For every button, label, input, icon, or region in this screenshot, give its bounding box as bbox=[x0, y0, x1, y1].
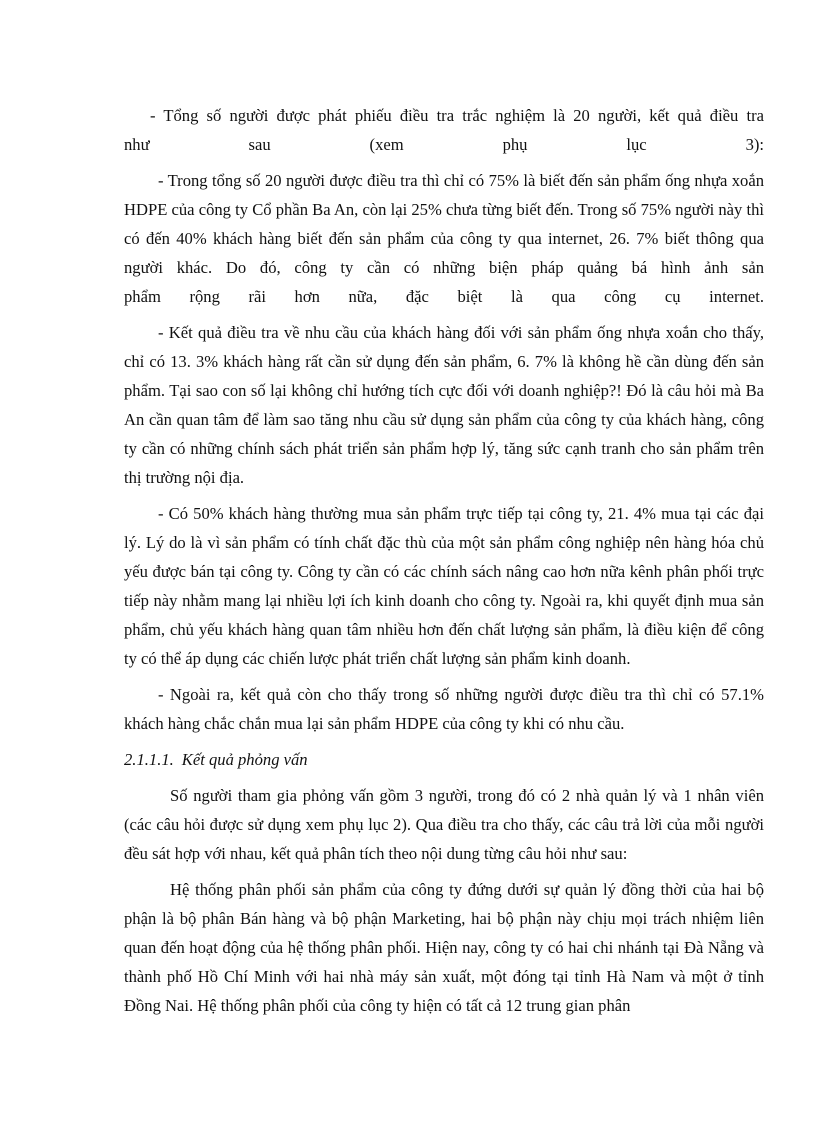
paragraph-text: - Trong tổng số 20 người được điều tra thì chỉ có 75% là biết đến sản phẩm ống nhựa xoắn HDPE của công ty Cổ phần Ba An, còn lại 25% chưa từng biết đến. Trong số 75% người này thì có đến 40% khách hàng biết đến sản phẩm của công ty qua internet, 26. 7% biết thông qua người khác. Do đó, công ty cần có những biện pháp quảng bá hình ảnh sản bbox=[124, 171, 764, 277]
section-heading bbox=[124, 745, 764, 774]
paragraph-line: - Tổng số người được phát phiếu điều tra trắc nghiệm là 20 người, kết quả điều tra bbox=[150, 106, 764, 125]
paragraph-line: như sau (xem phụ lục 3): bbox=[124, 135, 764, 154]
section-number: 2.1.1.1. bbox=[124, 750, 174, 769]
paragraph-repurchase: - Ngoài ra, kết quả còn cho thấy trong số những người được điều tra thì chỉ có 57.1% khách hàng chắc chắn mua lại sản phẩm HDPE của công ty khi có nhu cầu. bbox=[124, 685, 764, 733]
paragraph-interview: Số người tham gia phỏng vấn gồm 3 người, trong đó có 2 nhà quản lý và 1 nhân viên (các câu hỏi được sử dụng xem phụ lục 2). Qua điều tra cho thấy, các câu trả lời của mỗi người đều sát hợp với nhau, kết quả phân tích theo nội dung từng câu hỏi như sau: bbox=[124, 786, 764, 863]
paragraph-survey-total bbox=[124, 101, 764, 159]
section-title: Kết quả phỏng vấn bbox=[181, 750, 308, 769]
paragraph-distribution: Hệ thống phân phối sản phẩm của công ty đứng dưới sự quản lý đồng thời của hai bộ phận là bộ phân Bán hàng và bộ phận Marketing, hai bộ phận này chịu mọi trách nhiệm liên quan đến hoạt động của hệ thống phân phối. Hiện nay, công ty có hai chi nhánh tại Đà Nẵng và thành phố Hồ Chí Minh với hai nhà máy sản xuất, một đóng tại tỉnh Hà Nam và một ở tỉnh Đồng Nai. Hệ thống phân phối của công ty hiện có tất cả 12 trung gian phân bbox=[124, 880, 764, 1015]
paragraph-purchase-channel: - Có 50% khách hàng thường mua sản phẩm trực tiếp tại công ty, 21. 4% mua tại các đại lý. Lý do là vì sản phẩm có tính chất đặc thù của một sản phẩm công nghiệp nên hàng hóa chủ yếu được bán tại công ty. Công ty cần có các chính sách nâng cao hơn nữa kênh phân phối trực tiếp này nhằm mang lại nhiều lợi ích kinh doanh cho công ty. Ngoài ra, khi quyết định mua sản phẩm, chủ yếu khách hàng quan tâm nhiều hơn đến chất lượng sản phẩm, là điều kiện để công ty có thể áp dụng các chiến lược phát triển chất lượng sản phẩm kinh doanh. bbox=[124, 504, 764, 668]
paragraph-awareness bbox=[124, 166, 764, 311]
paragraph-demand: - Kết quả điều tra về nhu cầu của khách hàng đối với sản phẩm ống nhựa xoắn cho thấy, chỉ có 13. 3% khách hàng rất cần sử dụng đến sản phẩm, 6. 7% là không hề cần dùng đến sản phẩm. Tại sao con số lại không chỉ hướng tích cực đối với doanh nghiệp?! Đó là câu hỏi mà Ba An cần quan tâm để làm sao tăng nhu cầu sử dụng sản phẩm của công ty của khách hàng, công ty cần có những chính sách phát triển sản phẩm hợp lý, tăng sức cạnh tranh cho sản phẩm trên thị trường nội địa. bbox=[124, 323, 764, 487]
document-body bbox=[124, 101, 764, 1027]
paragraph-line: phẩm rộng rãi hơn nữa, đặc biệt là qua công cụ internet. bbox=[124, 287, 764, 306]
